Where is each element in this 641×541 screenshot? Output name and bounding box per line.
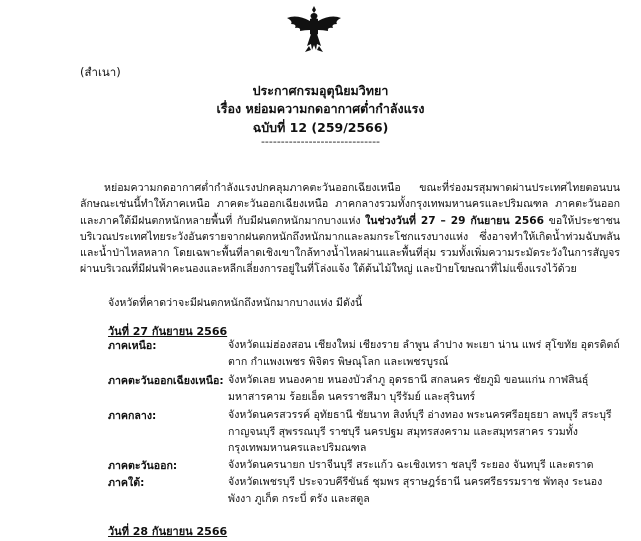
day2-heading: วันที่ 28 กันยายน 2566 — [108, 525, 228, 538]
para1-text-cont: ขอให้ประชาชนบริเวณประเทศไทยระวังอันตรายจากฝนตกหนักถึงหนักมากและลมกระโชกแรงบางแห่ง ซึ่งอาจทำให้เกิดน้ำท่วมฉับพลันและน้ำป่าไหลหลาก โดยเฉพาะพื้นที่ลาดเชิงเขาใกล้ทางน้ำไหลผ่านและพื้นที่ลุ่ม รวมทั้งเพิ่มความระมัดระวังในการสัญจรผ่านบริเวณที่มีฝนฟ้าคะนองและหลีกเลี่ยงการอยู่ในที่โล่งแจ้ง ใต้ต้นไม้ใหญ่ และป้ายโฆษณาที่ไม่แข็งแรงไว้ด้วย — [80, 214, 621, 276]
region-label-north: ภาคเหนือ: — [108, 340, 157, 352]
title-rule: ------------------------------ — [260, 135, 381, 148]
para1-date-emphasis: ในช่วงวันที่ 27 – 29 กันยายน 2566 — [365, 214, 544, 227]
region-label-northeast: ภาคตะวันออกเฉียงเหนือ: — [108, 375, 224, 387]
region-provinces-east: จังหวัดนครนายก ปราจีนบุรี สระแก้ว ฉะเชิงเทรา ชลบุรี ระยอง จันทบุรี และตราด — [228, 459, 594, 471]
garuda-emblem-icon — [285, 4, 343, 54]
region-provinces-north: จังหวัดแม่ฮ่องสอน เชียงใหม่ เชียงราย ลำพูน ลำปาง พะเยา น่าน แพร่ สุโขทัย อุตรดิตถ์ ตาก กำแพงเพชร พิจิตร พิษณุโลก และเพชรบูรณ์ — [228, 339, 620, 368]
region-label-central: ภาคกลาง: — [108, 410, 157, 422]
issuer-title: ประกาศกรมอุตุนิยมวิทยา — [252, 83, 389, 98]
region-provinces-northeast: จังหวัดเลย หนองคาย หนองบัวลำภู อุดรธานี สกลนคร ชัยภูมิ ขอนแก่น กาฬสินธุ์ มหาสารคาม ร้อยเอ็ด นครราชสีมา บุรีรัมย์ และสุรินทร์ — [228, 374, 589, 403]
subject-title: เรื่อง หย่อมความกดอากาศต่ำกำลังแรง — [216, 101, 425, 116]
region-label-east: ภาคตะวันออก: — [108, 460, 178, 472]
region-provinces-south: จังหวัดเพชรบุรี ประจวบคีรีขันธ์ ชุมพร สุราษฎร์ธานี นครศรีธรรมราช พัทลุง ระนอง พังงา ภูเก็ต กระบี่ ตรัง และสตูล — [228, 476, 603, 505]
region-provinces-central: จังหวัดนครสวรรค์ อุทัยธานี ชัยนาท สิงห์บุรี อ่างทอง พระนครศรีอยุธยา ลพบุรี สระบุรี กาญจนบุรี สุพรรณบุรี ราชบุรี นครปฐม สมุทรสงคราม และสมุทรสาคร รวมทั้งกรุงเทพมหานครและปริมณฑล — [228, 409, 612, 454]
main-paragraph — [80, 180, 620, 278]
day1-heading: วันที่ 27 กันยายน 2566 — [108, 325, 228, 338]
copy-mark: (สำเนา) — [80, 65, 121, 79]
provinces-intro: จังหวัดที่คาดว่าจะมีฝนตกหนักถึงหนักมากบางแห่ง มีดังนี้ — [108, 297, 363, 309]
para1-text: หย่อมความกดอากาศต่ำกำลังแรงปกคลุมภาคตะวันออกเฉียงเหนือ ขณะที่ร่องมรสุมพาดผ่านประเทศไทยตอนบน ลักษณะเช่นนี้ทำให้ภาคเหนือ ภาคตะวันออกเฉียงเหนือ ภาคกลางรวมทั้งกรุงเทพมหานครและปริมณฑล ภาคตะวันออก และภาคใต้มีฝนตกหนักหลายพื้นที่ กับมีฝนตกหนักมากบางแห่ง — [80, 182, 620, 227]
region-label-south: ภาคใต้: — [108, 477, 145, 489]
issue-number: ฉบับที่ 12 (259/2566) — [252, 120, 389, 135]
